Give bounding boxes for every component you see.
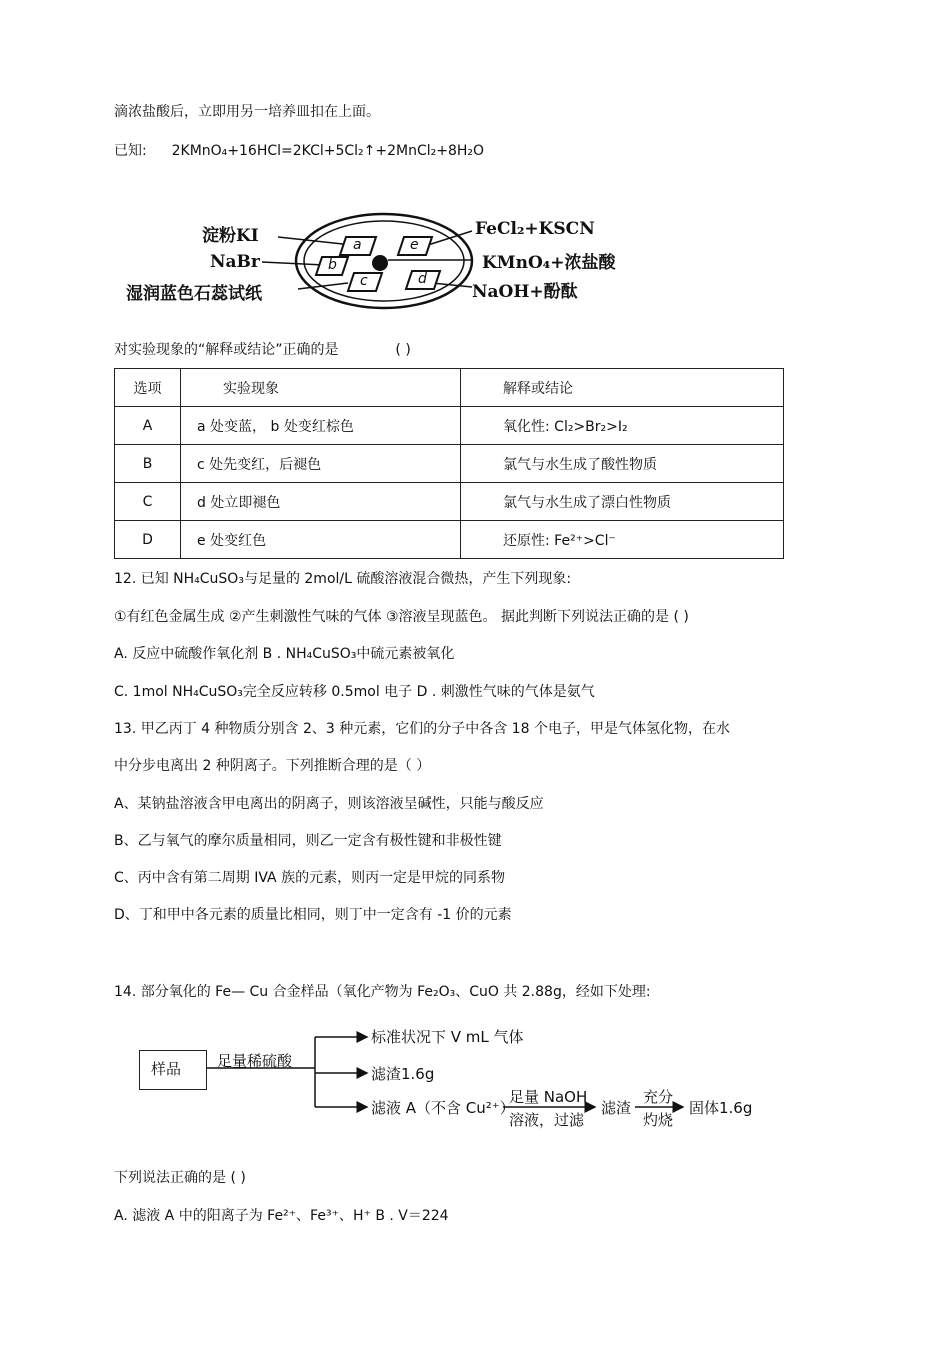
q13-option-a: A、某钠盐溶液含甲电离出的阴离子，则该溶液呈碱性，只能与酸反应 xyxy=(114,796,544,812)
intro-line: 滴浓盐酸后，立即用另一培养皿扣在上面。 xyxy=(114,104,380,120)
table-row: D e 处变红色 还原性: Fe²⁺>Cl⁻ xyxy=(115,521,784,559)
q13-option-c: C、丙中含有第二周期 IVA 族的元素，则丙一定是甲烷的同系物 xyxy=(114,870,506,886)
petri-dish-figure xyxy=(120,205,640,325)
table-row: A a 处变蓝， b 处变红棕色 氧化性: Cl₂>Br₂>I₂ xyxy=(115,407,784,445)
q11-bracket: ( ) xyxy=(395,342,411,358)
flow-solid: 固体1.6g xyxy=(689,1099,753,1117)
flow-residue2: 滤渣 xyxy=(601,1099,632,1117)
q11-options-table xyxy=(114,368,784,559)
table-header-row xyxy=(115,369,784,407)
flow-burn-top: 充分 xyxy=(643,1088,674,1106)
label-naoh-phenol: NaOH+酚酞 xyxy=(472,282,578,302)
q14-question: 下列说法正确的是 ( ) xyxy=(114,1170,246,1186)
q12-phenomena: ①有红色金属生成 ②产生刺激性气味的气体 ③溶液呈现蓝色。 据此判断下列说法正确的是 ( ) xyxy=(114,609,689,625)
q14-flow-diagram xyxy=(135,1020,795,1140)
q14-stem: 14. 部分氧化的 Fe— Cu 合金样品（氧化产物为 Fe₂O₃、CuO 共 2.88g，经如下处理: xyxy=(114,984,651,1000)
flow-acid: 足量稀硫酸 xyxy=(217,1052,293,1070)
spot-label-e: e xyxy=(410,237,419,253)
table-row: C d 处立即褪色 氯气与水生成了漂白性物质 xyxy=(115,483,784,521)
table-row: B c 处先变红，后褪色 氯气与水生成了酸性物质 xyxy=(115,445,784,483)
spot-label-a: a xyxy=(353,237,362,253)
flow-gas: 标准状况下 V mL 气体 xyxy=(371,1028,524,1046)
q13-option-d: D、丁和甲中各元素的质量比相同，则丁中一定含有 -1 价的元素 xyxy=(114,907,512,923)
spot-label-d: d xyxy=(418,271,427,287)
flow-residue: 滤渣1.6g xyxy=(371,1065,435,1083)
q13-option-b: B、乙与氧气的摩尔质量相同，则乙一定含有极性键和非极性键 xyxy=(114,833,502,849)
q11-stem: 对实验现象的“解释或结论”正确的是 ( ) xyxy=(114,342,411,358)
flow-sample: 样品 xyxy=(151,1060,182,1078)
q12-option-ab: A. 反应中硫酸作氧化剂 B . NH₄CuSO₃中硫元素被氧化 xyxy=(114,646,455,662)
header-conclusion: 解释或结论 xyxy=(461,369,784,407)
label-litmus: 湿润蓝色石蕊试纸 xyxy=(126,284,262,304)
flow-filtrate: 滤液 A（不含 Cu²⁺） xyxy=(371,1099,515,1117)
known-prefix: 已知: xyxy=(114,143,147,159)
q14-option-ab: A. 滤液 A 中的阳离子为 Fe²⁺、Fe³⁺、H⁺ B . V＝224 xyxy=(114,1208,449,1224)
equation: 2KMnO₄+16HCl=2KCl+5Cl₂↑+2MnCl₂+8H₂O xyxy=(171,143,485,159)
header-option: 选项 xyxy=(115,369,181,407)
spot-label-c: c xyxy=(360,273,368,289)
header-phenomenon: 实验现象 xyxy=(181,369,461,407)
label-fecl2-kscn: FeCl₂+KSCN xyxy=(475,219,595,239)
q13-stem-1: 13. 甲乙丙丁 4 种物质分别含 2、3 种元素，它们的分子中各含 18 个电子，甲是气体氢化物，在水 xyxy=(114,721,730,737)
label-nabr: NaBr xyxy=(210,252,260,272)
flow-burn-bottom: 灼烧 xyxy=(643,1111,674,1129)
q12-option-cd: C. 1mol NH₄CuSO₃完全反应转移 0.5mol 电子 D . 刺激性气味的气体是氨气 xyxy=(114,684,595,700)
known-equation xyxy=(114,140,484,160)
flow-naoh-bottom: 溶液，过滤 xyxy=(509,1111,585,1129)
flow-naoh-top: 足量 NaOH xyxy=(509,1088,588,1106)
label-kmno4-hcl: KMnO₄+浓盐酸 xyxy=(482,253,616,273)
label-starch-ki: 淀粉KI xyxy=(202,226,259,246)
q13-stem-2: 中分步电离出 2 种阴离子。下列推断合理的是（ ） xyxy=(114,758,431,774)
q12-stem: 12. 已知 NH₄CuSO₃与足量的 2mol/L 硫酸溶液混合微热，产生下列现象: xyxy=(114,571,572,587)
spot-label-b: b xyxy=(328,257,337,273)
